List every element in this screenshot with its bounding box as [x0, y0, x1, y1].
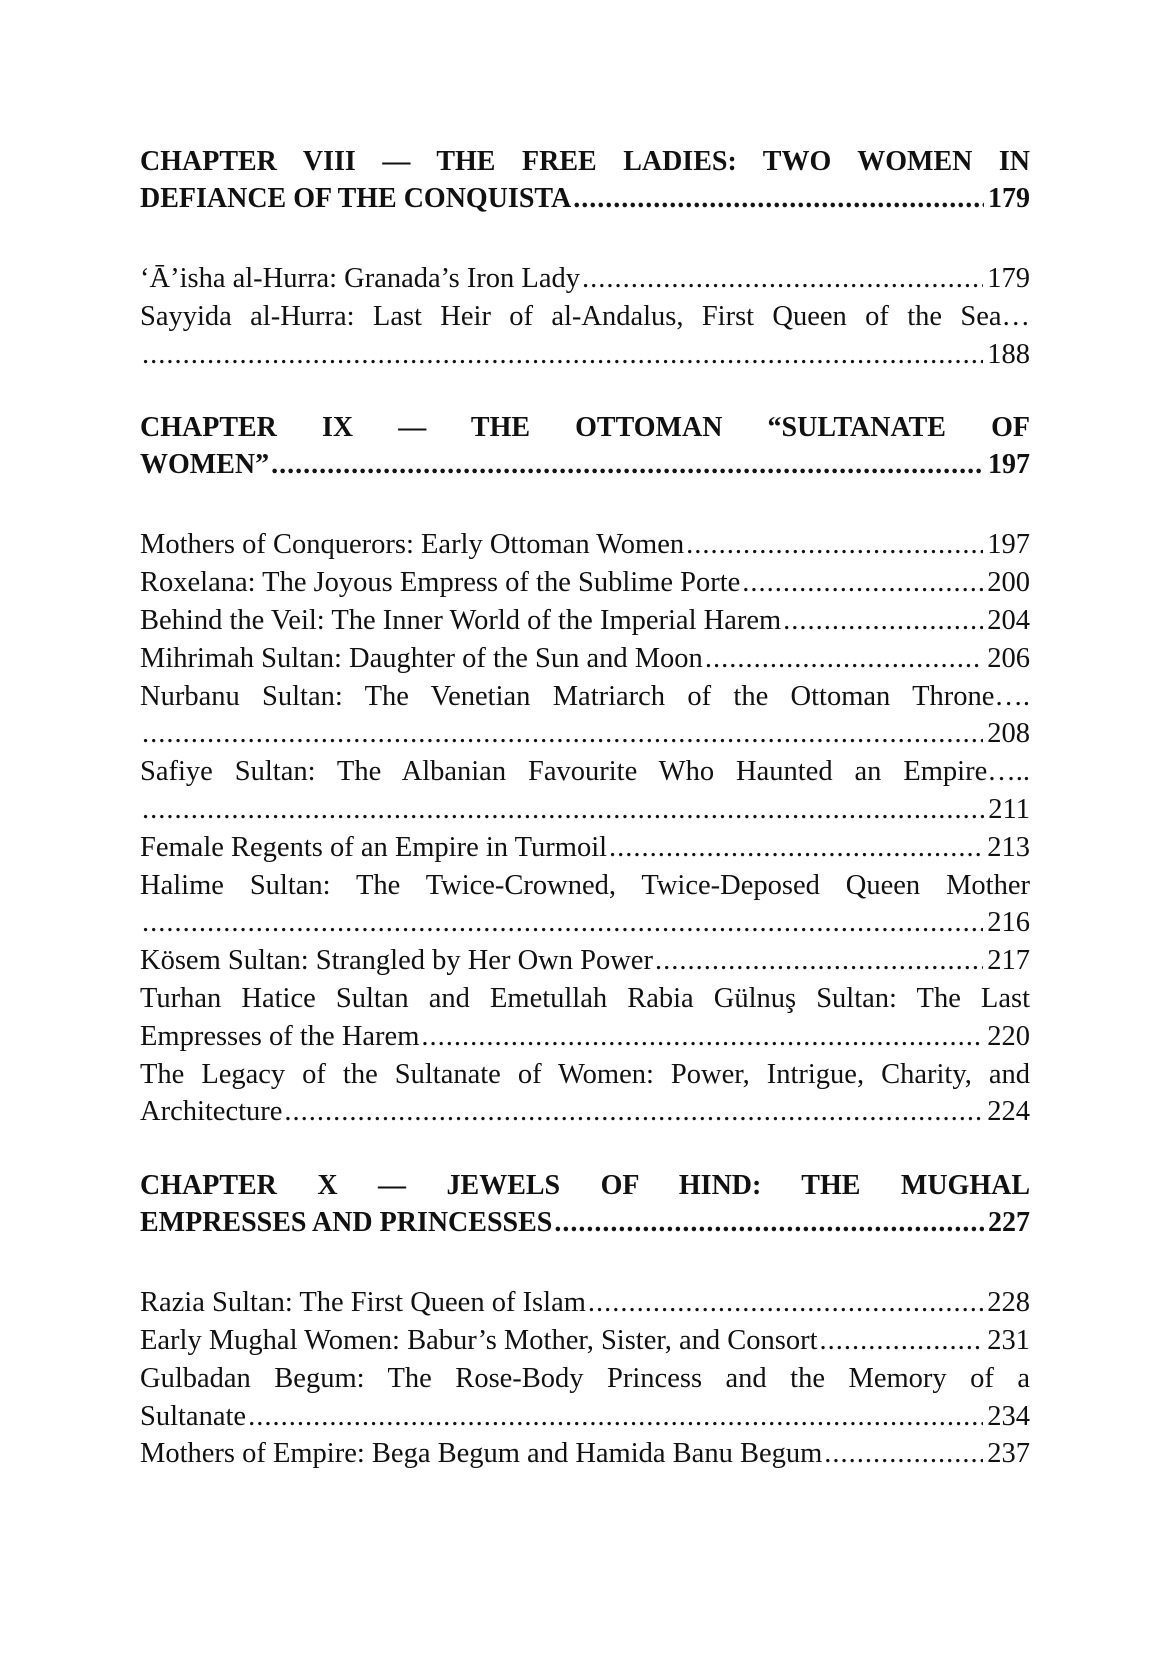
toc-entry-last-line: [140, 829, 1030, 867]
page-number: 220: [987, 1020, 1030, 1052]
chapter-heading-last-line: [140, 180, 1030, 217]
page-number: 200: [987, 567, 1030, 599]
page-number: 208: [987, 718, 1030, 750]
toc-entry-title-line: Nurbanu Sultan: The Venetian Matriarch of the Ottoman Throne….: [140, 680, 1030, 712]
toc-entry[interactable]: [140, 260, 1030, 298]
table-of-contents: [140, 143, 1030, 1509]
toc-entry[interactable]: [140, 1435, 1030, 1473]
dot-leader: [421, 1018, 983, 1056]
chapter-heading[interactable]: [140, 409, 1030, 483]
toc-entry-last-line: [140, 1435, 1030, 1473]
dot-leader: [609, 829, 983, 867]
toc-entry-title-line: Turhan Hatice Sultan and Emetullah Rabia Gülnuş Sultan: The Last: [140, 982, 1030, 1014]
chapter-heading-title-line: CHAPTER X — JEWELS OF HIND: THE MUGHAL: [140, 1170, 1030, 1202]
entry-list: [140, 526, 1030, 1131]
chapter-heading-last-line: [140, 1204, 1030, 1241]
page-number: 197: [988, 449, 1030, 481]
toc-entry[interactable]: [140, 1056, 1030, 1132]
page-number: 206: [987, 642, 1030, 674]
toc-entry-last-line: [140, 1018, 1030, 1056]
toc-entry[interactable]: [140, 942, 1030, 980]
entry-list: [140, 260, 1030, 373]
toc-entry-last-line: [140, 1093, 1030, 1131]
toc-entry[interactable]: [140, 980, 1030, 1056]
page-number: 213: [987, 831, 1030, 863]
toc-entry-title: Kösem Sultan: Strangled by Her Own Power: [140, 945, 653, 977]
chapter-heading-title-line: CHAPTER IX — THE OTTOMAN “SULTANATE OF: [140, 412, 1030, 444]
dot-leader: [820, 1322, 984, 1360]
chapter-heading-title-line: CHAPTER VIII — THE FREE LADIES: TWO WOMEN IN: [140, 146, 1030, 177]
toc-entry-title: ‘Ā’isha al-Hurra: Granada’s Iron Lady: [140, 263, 580, 294]
dot-leader: [142, 904, 983, 942]
dot-leader: [284, 1093, 983, 1131]
toc-entry-last-line: [140, 904, 1030, 942]
dot-leader: [248, 1398, 983, 1436]
page-number: 204: [987, 604, 1030, 636]
toc-entry-last-line: [140, 640, 1030, 678]
chapter-heading-last-line: [140, 446, 1030, 483]
dot-leader: [271, 446, 984, 483]
toc-entry[interactable]: [140, 867, 1030, 943]
toc-entry-last-line: [140, 526, 1030, 564]
toc-entry-title-line: The Legacy of the Sultanate of Women: Power, Intrigue, Charity, and: [140, 1058, 1030, 1090]
toc-entry-last-line: [140, 336, 1030, 374]
toc-entry[interactable]: [140, 753, 1030, 829]
toc-entry[interactable]: [140, 602, 1030, 640]
toc-entry-last-line: [140, 791, 1030, 829]
toc-entry-title: Razia Sultan: The First Queen of Islam: [140, 1287, 586, 1319]
page-number: 224: [987, 1096, 1030, 1128]
toc-entry-title: Mothers of Conquerors: Early Ottoman Women: [140, 529, 685, 561]
toc-entry-title-line: Sayyida al-Hurra: Last Heir of al-Andalus, First Queen of the Sea…: [140, 300, 1030, 332]
dot-leader: [655, 942, 983, 980]
page-number: 211: [988, 793, 1030, 825]
page-number: 188: [987, 338, 1030, 370]
toc-section: [140, 1167, 1030, 1473]
toc-entry-title: Behind the Veil: The Inner World of the Imperial Harem: [140, 604, 782, 636]
toc-entry-title: Empresses of the Harem: [140, 1020, 420, 1052]
dot-leader: [742, 564, 983, 602]
toc-entry-title: Early Mughal Women: Babur’s Mother, Sister, and Consort: [140, 1324, 818, 1356]
toc-entry-last-line: [140, 1322, 1030, 1360]
chapter-heading[interactable]: [140, 1167, 1030, 1241]
toc-section: [140, 143, 1030, 373]
toc-entry-title-line: Gulbadan Begum: The Rose-Body Princess and the Memory of a: [140, 1362, 1030, 1394]
dot-leader: [582, 260, 983, 298]
toc-section: [140, 409, 1030, 1131]
page-number: 216: [987, 907, 1030, 939]
page-number: 179: [987, 263, 1030, 294]
page-number: 231: [987, 1324, 1030, 1356]
toc-entry[interactable]: [140, 526, 1030, 564]
toc-entry-title: Roxelana: The Joyous Empress of the Sublime Porte: [140, 567, 741, 599]
toc-entry-title: Sultanate: [140, 1400, 247, 1432]
toc-entry-title-line: Halime Sultan: The Twice-Crowned, Twice-Deposed Queen Mother: [140, 869, 1030, 901]
toc-entry-last-line: [140, 564, 1030, 602]
dot-leader: [554, 1204, 984, 1241]
toc-entry[interactable]: [140, 829, 1030, 867]
toc-entry-last-line: [140, 260, 1030, 298]
toc-entry-title-line: Safiye Sultan: The Albanian Favourite Who Haunted an Empire…..: [140, 756, 1030, 788]
chapter-heading-title: DEFIANCE OF THE CONQUISTA: [140, 183, 572, 214]
chapter-heading-title: EMPRESSES AND PRINCESSES: [140, 1207, 553, 1239]
dot-leader: [686, 526, 983, 564]
page-number: 197: [987, 529, 1030, 561]
toc-entry[interactable]: [140, 640, 1030, 678]
toc-entry-title: Mothers of Empire: Bega Begum and Hamida Banu Begum: [140, 1438, 823, 1470]
dot-leader: [142, 791, 984, 829]
dot-leader: [783, 602, 983, 640]
toc-entry[interactable]: [140, 1322, 1030, 1360]
page-number: 217: [987, 945, 1030, 977]
page-number: 237: [987, 1438, 1030, 1470]
toc-entry[interactable]: [140, 298, 1030, 374]
page-number: 228: [987, 1287, 1030, 1319]
toc-entry-title: Mihrimah Sultan: Daughter of the Sun and Moon: [140, 642, 703, 674]
toc-entry-last-line: [140, 1398, 1030, 1436]
dot-leader: [705, 640, 983, 678]
toc-entry[interactable]: [140, 1360, 1030, 1436]
page-number: 227: [988, 1207, 1030, 1239]
dot-leader: [573, 180, 984, 217]
toc-entry-last-line: [140, 942, 1030, 980]
toc-entry-title: Female Regents of an Empire in Turmoil: [140, 831, 608, 863]
toc-entry-last-line: [140, 1284, 1030, 1322]
page-number: 179: [988, 183, 1030, 214]
toc-entry[interactable]: [140, 564, 1030, 602]
chapter-heading-title: WOMEN”: [140, 449, 270, 481]
toc-entry-last-line: [140, 715, 1030, 753]
toc-entry-last-line: [140, 602, 1030, 640]
page-number: 234: [987, 1400, 1030, 1432]
dot-leader: [824, 1435, 983, 1473]
dot-leader: [142, 336, 983, 374]
dot-leader: [588, 1284, 983, 1322]
dot-leader: [142, 715, 983, 753]
chapter-heading[interactable]: [140, 143, 1030, 217]
toc-entry[interactable]: [140, 1284, 1030, 1322]
toc-entry[interactable]: [140, 678, 1030, 754]
entry-list: [140, 1284, 1030, 1473]
toc-entry-title: Architecture: [140, 1096, 283, 1128]
